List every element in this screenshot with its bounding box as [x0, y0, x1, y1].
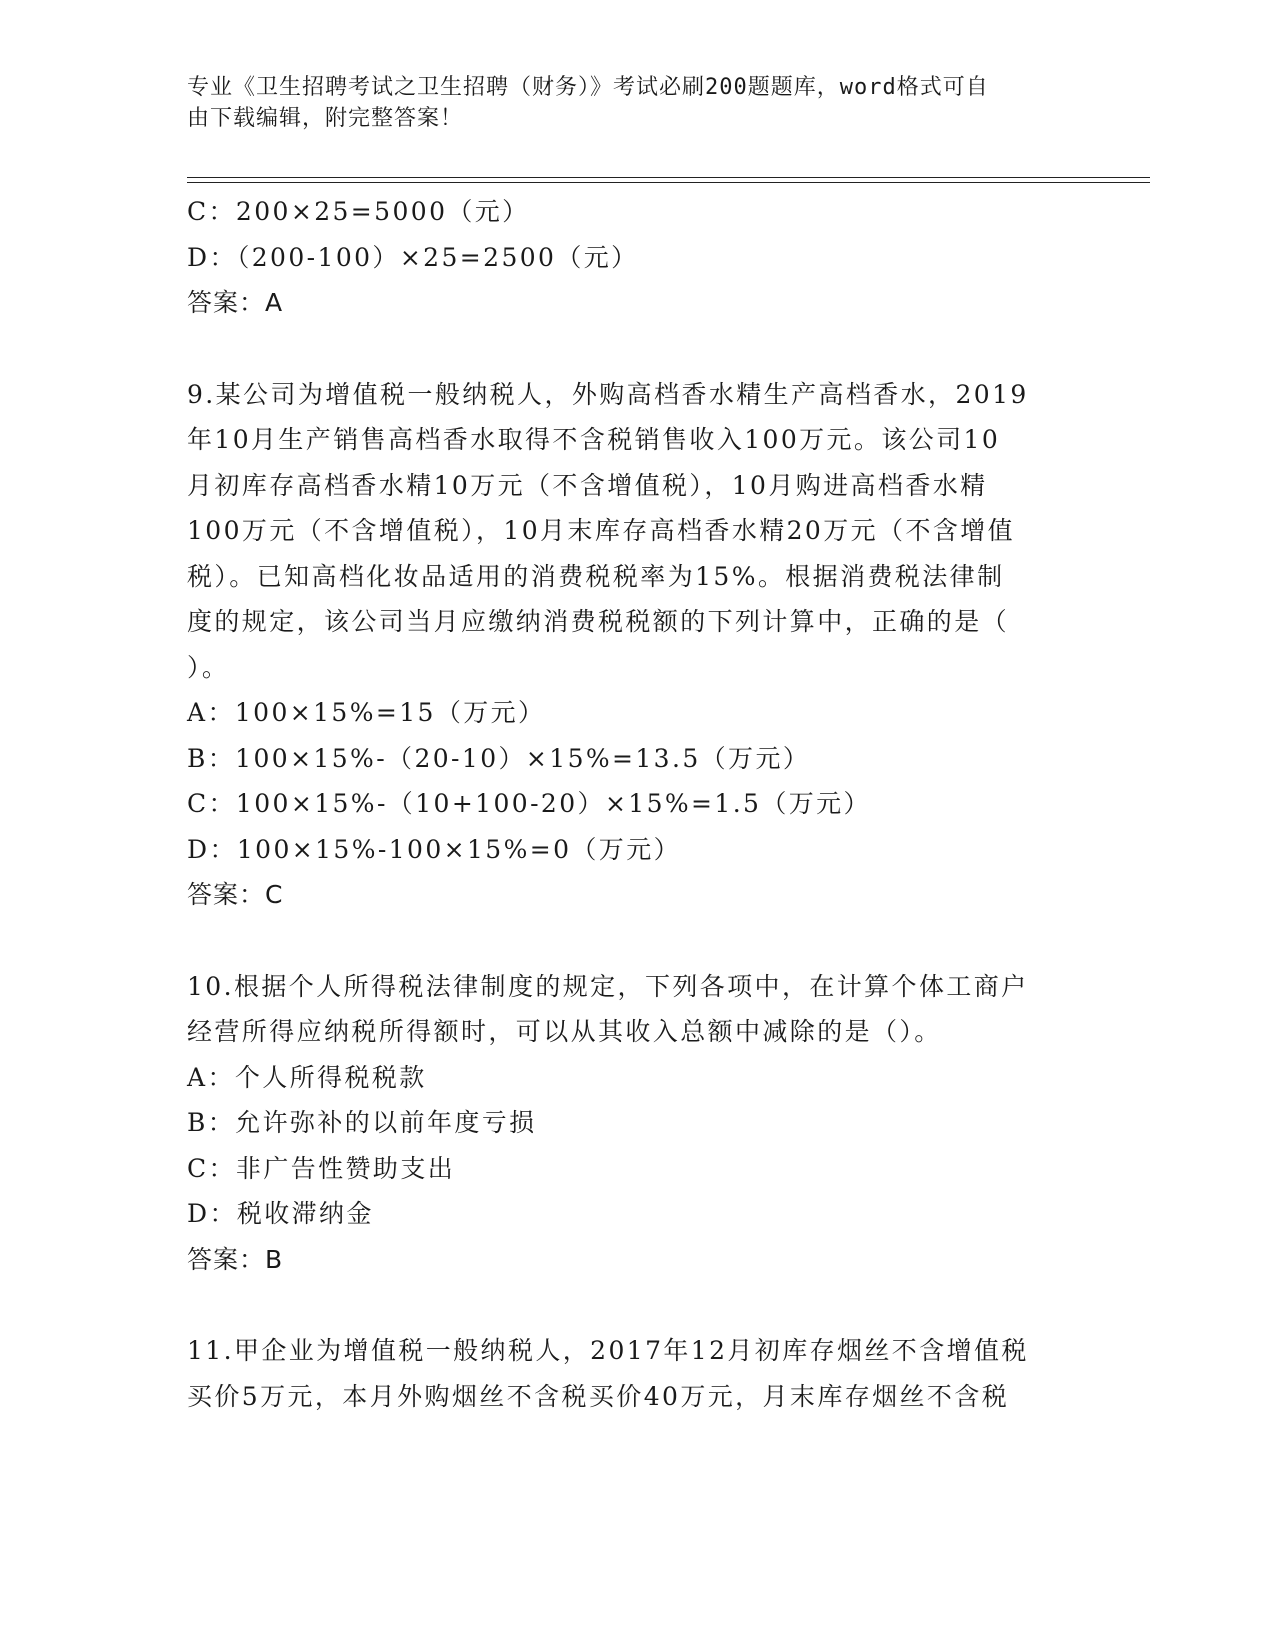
question-stem-line: 经营所得应纳税所得额时，可以从其收入总额中减除的是（）。: [187, 1017, 942, 1046]
header-divider-top: [187, 177, 1150, 178]
question-stem-line: 10.根据个人所得税法律制度的规定，下列各项中，在计算个体工商户: [187, 971, 1029, 1001]
header-title-line-2: 由下载编辑，附完整答案！: [187, 106, 464, 131]
document-body: [187, 189, 1067, 1419]
question-10: [187, 964, 1067, 1283]
header-divider-bottom: [187, 182, 1150, 183]
option-d: D：税收滞纳金: [187, 1199, 374, 1228]
question-stem-line: ）。: [187, 652, 230, 682]
question-spacer: [187, 918, 1067, 964]
option-c: C：100×15%-（10+100-20）×15%=1.5（万元）: [187, 789, 871, 818]
answer-label: 答案：B: [187, 1244, 284, 1274]
question-9: [187, 372, 1067, 918]
option-b: B：允许弥补的以前年度亏损: [187, 1108, 537, 1137]
question-stem-line: 税）。已知高档化妆品适用的消费税税率为15%。根据消费税法律制: [187, 561, 1005, 591]
option-a: A：100×15%=15（万元）: [187, 698, 546, 727]
question-stem-line: 年10月生产销售高档香水取得不含税销售收入100万元。该公司10: [187, 425, 1001, 454]
question-8-continuation: [187, 189, 1067, 326]
question-stem-line: 9.某公司为增值税一般纳税人，外购高档香水精生产高档香水，2019: [187, 379, 1029, 409]
option-d: D：100×15%-100×15%=0（万元）: [187, 834, 682, 864]
document-header: [187, 72, 1067, 134]
answer-label: 答案：C: [187, 880, 284, 909]
question-stem-line: 11.甲企业为增值税一般纳税人，2017年12月初库存烟丝不含增值税: [187, 1336, 1029, 1365]
option-a: A：个人所得税税款: [187, 1062, 427, 1092]
option-b: B：100×15%-（20-10）×15%=13.5（万元）: [187, 743, 811, 773]
question-stem-line: 买价5万元，本月外购烟丝不含税买价40万元，月末库存烟丝不含税: [187, 1381, 1010, 1411]
question-spacer: [187, 326, 1067, 372]
header-title-line-1: 专业《卫生招聘考试之卫生招聘（财务）》考试必刷200题题库，word格式可自: [187, 75, 989, 100]
option-c: C：非广告性赞助支出: [187, 1153, 456, 1183]
answer-label: 答案：A: [187, 288, 284, 317]
question-stem-line: 100万元（不含增值税），10月末库存高档香水精20万元（不含增值: [187, 516, 1016, 545]
option-c: C：200×25=5000（元）: [187, 197, 530, 226]
option-d: D：（200-100）×25=2500（元）: [187, 242, 639, 272]
question-stem-line: 度的规定，该公司当月应缴纳消费税税额的下列计算中，正确的是（: [187, 607, 1010, 636]
question-11: [187, 1328, 1067, 1419]
question-spacer: [187, 1282, 1067, 1328]
question-stem-line: 月初库存高档香水精10万元（不含增值税），10月购进高档香水精: [187, 470, 988, 500]
